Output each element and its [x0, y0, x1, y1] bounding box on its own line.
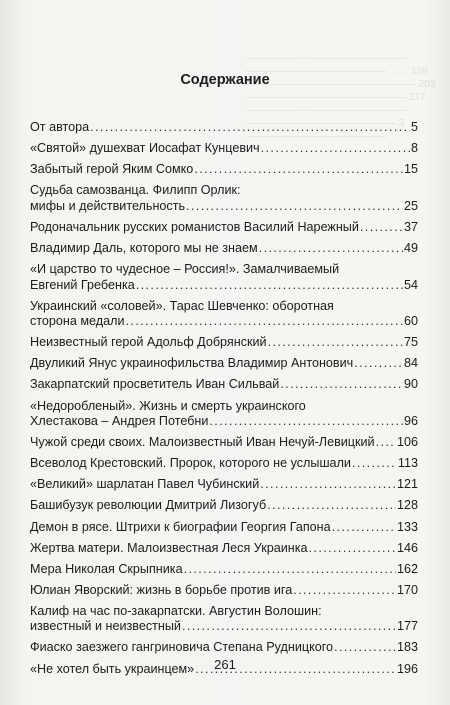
- toc-entry-title: «Великий» шарлатан Павел Чубинский: [30, 477, 260, 492]
- toc-entry-title: Юлиан Яворский: жизнь в борьбе против ига: [30, 582, 293, 597]
- toc-entry: [30, 356, 418, 372]
- toc-entry: [30, 456, 418, 472]
- toc-entry: [30, 162, 418, 178]
- toc-entry-page: 121: [396, 477, 418, 492]
- toc-entry: [30, 520, 418, 536]
- page-number: 261: [214, 657, 236, 672]
- toc-entry-page: 5: [410, 120, 418, 134]
- toc-entry-row: [30, 435, 418, 451]
- toc-entry-title: Демон в рясе. Штрихи к биографии Георгия Гапона: [30, 519, 331, 534]
- toc-entry: [30, 377, 418, 393]
- toc-entry: [30, 477, 418, 493]
- toc-entry: [30, 220, 418, 236]
- dot-leader: [280, 377, 403, 393]
- toc-entry-row: [30, 619, 418, 635]
- toc-entry-title: «Святой» душехват Иосафат Кунцевич: [30, 141, 260, 156]
- toc-entry-row: [30, 414, 418, 430]
- toc-entry-row: [30, 562, 418, 578]
- dot-leader: [90, 120, 410, 136]
- toc-entry: [30, 498, 418, 514]
- toc-entry-title: Евгений Гребенка: [30, 277, 135, 292]
- dot-leader: [194, 162, 403, 178]
- toc-entry: [30, 262, 418, 293]
- toc-entry-row: [30, 241, 418, 257]
- show-through-text: ———————————————— —————————————— ....... 198 ————————————————— 203 ———————————————— 217 ———————————————— ——————————————— 3 ——————————————: [246, 53, 436, 142]
- toc-entry-row: [30, 377, 418, 393]
- toc-title: Содержание: [180, 72, 270, 88]
- toc-entry-page: 15: [403, 162, 418, 177]
- toc-entry-page: 25: [403, 198, 418, 213]
- toc-entry-row: [30, 356, 418, 372]
- toc-entry-title-line: Украинский «соловей». Тарас Шевченко: оборотная: [30, 298, 334, 313]
- toc-entry-page: 90: [403, 377, 418, 392]
- toc-entry-title: Хлестакова – Андрея Потебни: [30, 414, 209, 429]
- toc-entry-page: 170: [396, 582, 418, 597]
- toc-entry-page: 75: [403, 335, 418, 350]
- toc-entry-page: 162: [396, 561, 418, 576]
- toc-entry: [30, 141, 418, 157]
- dot-leader: [334, 640, 396, 656]
- toc-entry: [30, 120, 418, 136]
- toc-entry-title: сторона медали: [30, 314, 125, 329]
- toc-entry-row: [30, 640, 418, 656]
- toc-entry-title-line: Калиф на час по-закарпатски. Августин Волошин:: [30, 603, 322, 618]
- toc-entry-title: От автора: [30, 120, 90, 134]
- dot-leader: [352, 456, 397, 472]
- toc-entry-title: мифы и действительность: [30, 198, 186, 213]
- toc-entry: [30, 399, 418, 430]
- dot-leader: [209, 414, 403, 430]
- toc-entry-row: [30, 456, 418, 472]
- toc-entry-page: 113: [397, 456, 418, 471]
- toc-entry-row: [30, 498, 418, 514]
- toc-entry-title: известный и неизвестный: [30, 619, 181, 634]
- toc-entry-row: [30, 141, 418, 157]
- toc-entry-row: [30, 120, 418, 136]
- toc-entry-row: [30, 314, 418, 330]
- dot-leader: [376, 435, 396, 451]
- toc-entry: [30, 583, 418, 599]
- dot-leader: [354, 356, 403, 372]
- toc-entry-page: 96: [403, 414, 418, 429]
- dot-leader: [332, 520, 396, 536]
- toc-entry-page: 146: [396, 540, 418, 555]
- toc-entry-page: 106: [396, 435, 418, 450]
- toc-entry-page: 49: [403, 240, 418, 255]
- toc-entry-row: [30, 278, 418, 294]
- dot-leader: [259, 241, 403, 257]
- toc-entry-page: 177: [396, 619, 418, 634]
- toc-entry: [30, 435, 418, 451]
- toc-entry-row: [30, 220, 418, 236]
- dot-leader: [184, 562, 396, 578]
- dot-leader: [309, 541, 396, 557]
- toc-entry-row: [30, 162, 418, 178]
- dot-leader: [260, 477, 396, 493]
- toc-entry-page: 183: [396, 640, 418, 655]
- toc-entry-row: [30, 335, 418, 351]
- toc-entry: [30, 183, 418, 214]
- toc-entry-page: 133: [396, 519, 418, 534]
- toc-entry-row: [30, 199, 418, 215]
- toc-entry: [30, 241, 418, 257]
- table-of-contents: [30, 120, 418, 683]
- toc-entry-title: Забытый герой Яким Сомко: [30, 162, 194, 177]
- toc-entry-title: Всеволод Крестовский. Пророк, которого не услышали: [30, 456, 351, 471]
- toc-entry-page: 60: [403, 314, 418, 329]
- toc-entry: [30, 640, 418, 656]
- toc-entry-title: Двуликий Янус украинофильства Владимир Антонович: [30, 356, 354, 371]
- toc-entry-title: Закарпатский просветитель Иван Сильвай: [30, 377, 280, 392]
- dot-leader: [126, 314, 403, 330]
- toc-entry: [30, 541, 418, 557]
- toc-entry-title: Фиаско заезжего гангриновича Степана Рудницкого: [30, 640, 334, 655]
- toc-entry-title: Башибузук революции Дмитрий Лизогуб: [30, 498, 267, 513]
- toc-entry: [30, 299, 418, 330]
- toc-entry-page: 84: [403, 356, 418, 371]
- toc-entry-title: Мера Николая Скрыпника: [30, 561, 183, 576]
- toc-entry: [30, 604, 418, 635]
- toc-entry-title-line: «Недоробленый». Жизнь и смерть украинского: [30, 398, 306, 413]
- toc-entry-page: 128: [396, 498, 418, 513]
- dot-leader: [267, 498, 396, 514]
- dot-leader: [293, 583, 396, 599]
- toc-entry-title: Родоначальник русских романистов Василий Нарежный: [30, 219, 359, 234]
- dot-leader: [268, 335, 403, 351]
- toc-entry: [30, 562, 418, 578]
- dot-leader: [136, 278, 403, 294]
- toc-entry-title-line: «И царство то чудесное – Россия!». Замалчиваемый: [30, 262, 340, 277]
- toc-entry-title: «Не хотел быть украинцем»: [30, 661, 195, 676]
- dot-leader: [186, 199, 403, 215]
- toc-entry-title-line: Судьба самозванца. Филипп Орлик:: [30, 183, 241, 198]
- toc-entry-page: 196: [396, 661, 418, 676]
- toc-entry-title: Владимир Даль, которого мы не знаем: [30, 240, 258, 255]
- toc-entry: [30, 335, 418, 351]
- toc-entry-title: Чужой среди своих. Малоизвестный Иван Нечуй-Левицкий: [30, 435, 375, 450]
- toc-entry-row: [30, 583, 418, 599]
- toc-entry-row: [30, 520, 418, 536]
- toc-entry-title: Неизвестный герой Адольф Добрянский: [30, 335, 267, 350]
- dot-leader: [360, 220, 403, 236]
- toc-entry-row: [30, 541, 418, 557]
- toc-entry-title: Жертва матери. Малоизвестная Леся Украинка: [30, 540, 308, 555]
- dot-leader: [182, 619, 396, 635]
- toc-entry-row: [30, 477, 418, 493]
- toc-entry-page: 37: [403, 219, 418, 234]
- toc-entry-page: 8: [410, 141, 418, 156]
- dot-leader: [261, 141, 410, 157]
- toc-entry-page: 54: [403, 277, 418, 292]
